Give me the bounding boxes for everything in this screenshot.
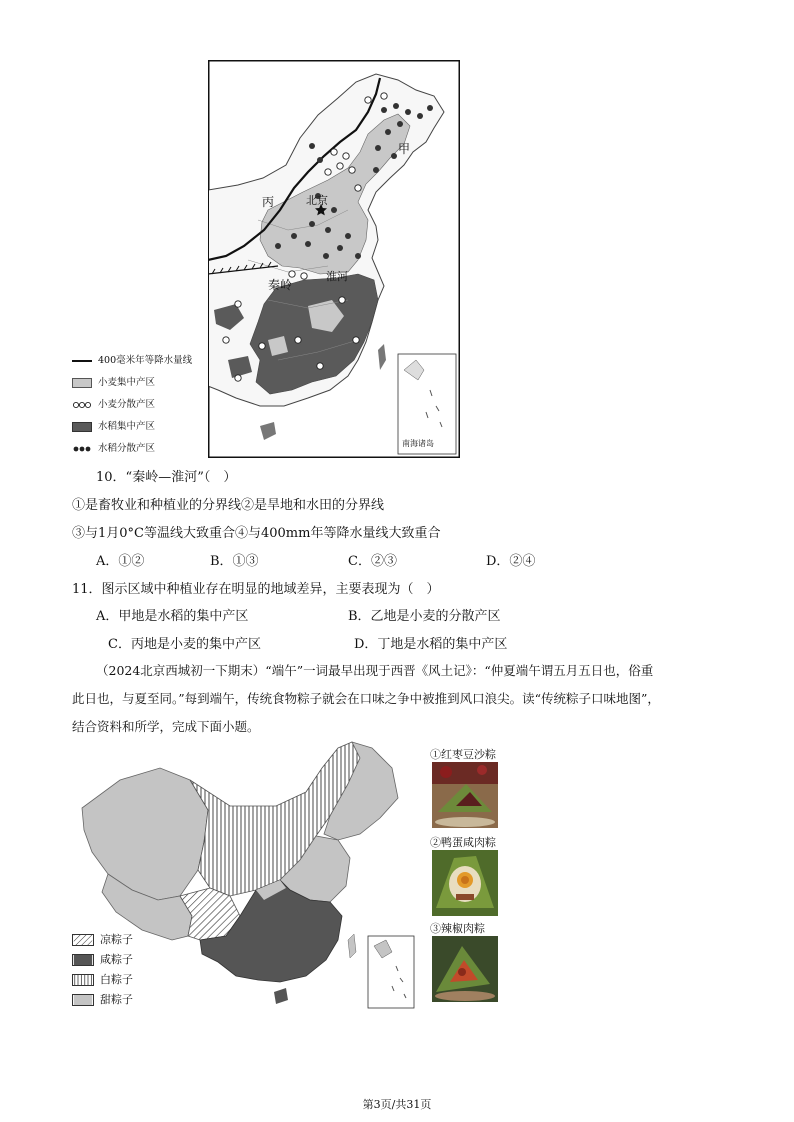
thick-line-swatch — [72, 356, 92, 366]
legend-item-400mm-line — [72, 350, 212, 372]
light-gray-swatch — [72, 378, 92, 388]
q10-option-c[interactable]: C．②③ — [348, 554, 397, 569]
light-gray-swatch — [72, 994, 94, 1006]
crop-distribution-map — [208, 60, 460, 458]
q10-stem: 10．“秦岭—淮河”（ ） — [96, 470, 237, 485]
legend-label: 400毫米年等降水量线 — [98, 355, 193, 366]
legend-label: 水稻分散产区 — [98, 443, 156, 454]
q11-stem: 11．图示区域中种植业存在明显的地域差异，主要表现为（ ） — [72, 582, 440, 597]
legend-item-rice-concentrated — [72, 416, 212, 438]
dark-gray-swatch — [72, 422, 92, 432]
label-beijing: 北京 — [306, 194, 328, 207]
filled-dots-swatch — [72, 444, 92, 454]
q11-option-c[interactable]: C．丙地是小麦的集中产区 — [108, 637, 261, 652]
passage-line-1: （2024北京西城初一下期末）“端午”一词最早出现于西晋《风土记》：“仲夏端午谓五月五日也，俗重 — [96, 663, 654, 678]
legend-label: 小麦分散产区 — [98, 399, 156, 410]
label-jia: 甲 — [398, 142, 411, 156]
page-footer: 第3页/共31页 — [362, 1098, 432, 1111]
legend-item-wheat-dispersed — [72, 394, 212, 416]
open-circles-swatch — [72, 400, 92, 410]
zongzi-label-3: ③辣椒肉粽 — [430, 922, 485, 935]
q10-option-d[interactable]: D．②④ — [486, 554, 536, 569]
dark-gray-swatch — [72, 954, 94, 966]
label-qinling: 秦岭 — [268, 278, 293, 292]
label-huaihe: 淮河 — [326, 270, 348, 283]
label-bing: 丙 — [262, 195, 275, 209]
legend-label: 小麦集中产区 — [98, 377, 156, 388]
label-inset: 南海诸岛 — [402, 439, 434, 448]
q10-option-a[interactable]: A．①② — [96, 554, 145, 569]
egg-pork-zongzi-photo — [432, 850, 498, 916]
chili-pork-zongzi-photo — [432, 936, 498, 1002]
q10-option-b[interactable]: B．①③ — [210, 554, 259, 569]
red-bean-zongzi-photo — [432, 762, 498, 828]
q11-option-a[interactable]: A．甲地是水稻的集中产区 — [96, 609, 249, 624]
vertical-hatch-swatch — [72, 974, 94, 986]
legend-label: 水稻集中产区 — [98, 421, 156, 432]
legend-label: 白粽子 — [100, 973, 133, 986]
legend-label: 凉粽子 — [100, 933, 133, 946]
zongzi-label-2: ②鸭蛋咸肉粽 — [430, 836, 496, 849]
q10-statements-2: ③与1月0°C等温线大致重合④与400mm年等降水量线大致重合 — [72, 526, 441, 541]
passage-line-3: 结合资料和所学，完成下面小题。 — [72, 719, 260, 734]
legend-label: 甜粽子 — [100, 993, 133, 1006]
diagonal-hatch-swatch — [72, 934, 94, 946]
q10-statements-1: ①是畜牧业和种植业的分界线②是旱地和水田的分界线 — [72, 498, 385, 513]
map1-legend — [72, 350, 212, 460]
zongzi-label-1: ①红枣豆沙粽 — [430, 748, 496, 761]
legend-label: 咸粽子 — [100, 953, 133, 966]
q11-option-d[interactable]: D．丁地是水稻的集中产区 — [354, 637, 508, 652]
q11-option-b[interactable]: B．乙地是小麦的分散产区 — [348, 609, 501, 624]
legend-item-wheat-concentrated — [72, 372, 212, 394]
passage-line-2: 此日也，与夏至同。”每到端午，传统食物粽子就会在口味之争中被推到风口浪尖。读“传统粽子口味地图”， — [72, 691, 660, 706]
legend-item-rice-dispersed — [72, 438, 212, 460]
